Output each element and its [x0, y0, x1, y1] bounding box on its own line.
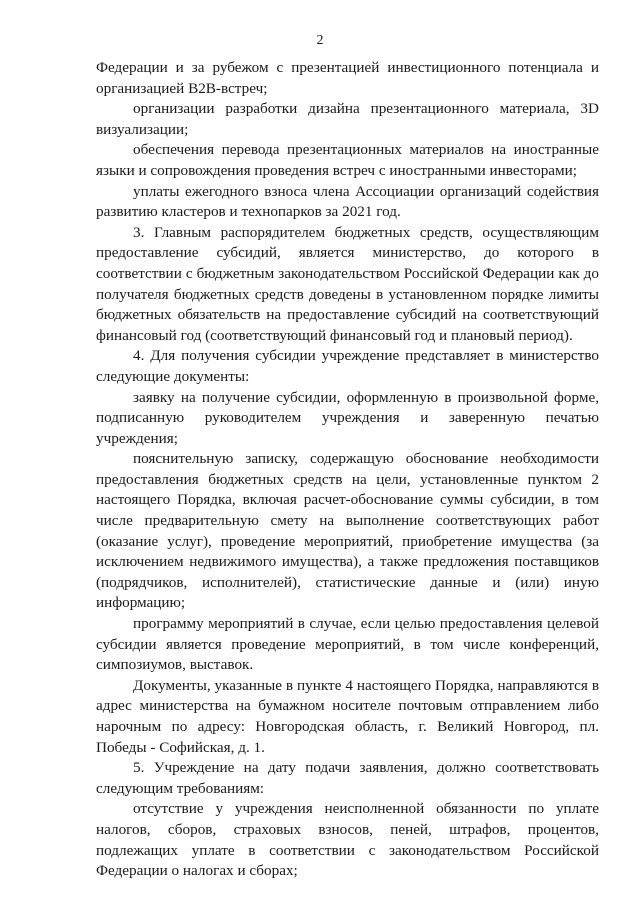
document-body	[96, 58, 599, 882]
paragraph: 5. Учреждение на дату подачи заявления, должно соответствовать следующим требованиям:	[96, 759, 599, 797]
paragraph: отсутствие у учреждения неисполненной обязанности по уплате налогов, сборов, страховых взносов, пеней, штрафов, процентов, подлежащих уплате в соответствии с законодательством Российской Федерации о налогах и сборах;	[96, 800, 599, 880]
paragraph: 4. Для получения субсидии учреждение представляет в министерство следующие документы:	[96, 347, 599, 385]
paragraph: Федерации и за рубежом с презентацией инвестиционного потенциала и организацией B2B-встреч;	[96, 59, 599, 97]
page-number: 2	[316, 33, 324, 48]
paragraph: обеспечения перевода презентационных материалов на иностранные языки и сопровождения проведения встреч с иностранными инвесторами;	[96, 141, 599, 179]
paragraph: организации разработки дизайна презентационного материала, 3D визуализации;	[96, 100, 599, 138]
paragraph: Документы, указанные в пункте 4 настоящего Порядка, направляются в адрес министерства на бумажном носителе почтовым отправлением либо нарочным по адресу: Новгородская область, г. Великий Новгород, пл. Победы - Софийская, д. 1.	[96, 676, 599, 756]
paragraph: заявку на получение субсидии, оформленную в произвольной форме, подписанную руководителем учреждения и заверенную печатью учреждения;	[96, 388, 599, 447]
paragraph: уплаты ежегодного взноса члена Ассоциации организаций содействия развитию кластеров и технопарков за 2021 год.	[96, 182, 599, 221]
paragraph: пояснительную записку, содержащую обоснование необходимости предоставления бюджетных средств на цели, установленные пунктом 2 настоящего Порядка, включая расчет-обоснование суммы субсидии, в том числе предварительную смету на выполнение соответствующих работ (оказание услуг), проведение мероприятий, приобретение имущества (за исключением недвижимого имущества), а также предложения поставщиков (подрядчиков, исполнителей), статистические данные и (или) иную информацию;	[96, 450, 599, 612]
paragraph: программу мероприятий в случае, если целью предоставления целевой субсидии является проведение мероприятий, в том числе конференций, симпозиумов, выставок.	[96, 615, 599, 674]
paragraph: 3. Главным распорядителем бюджетных средств, осуществляющим предоставление субсидий, является министерство, до которого в соответствии с бюджетным законодательством Российской Федерации как до получателя бюджетных средств доведены в установленном порядке лимиты бюджетных обязательств на предоставление субсидий на соответствующий финансовый год (соответствующий финансовый год и плановый период).	[96, 223, 599, 344]
